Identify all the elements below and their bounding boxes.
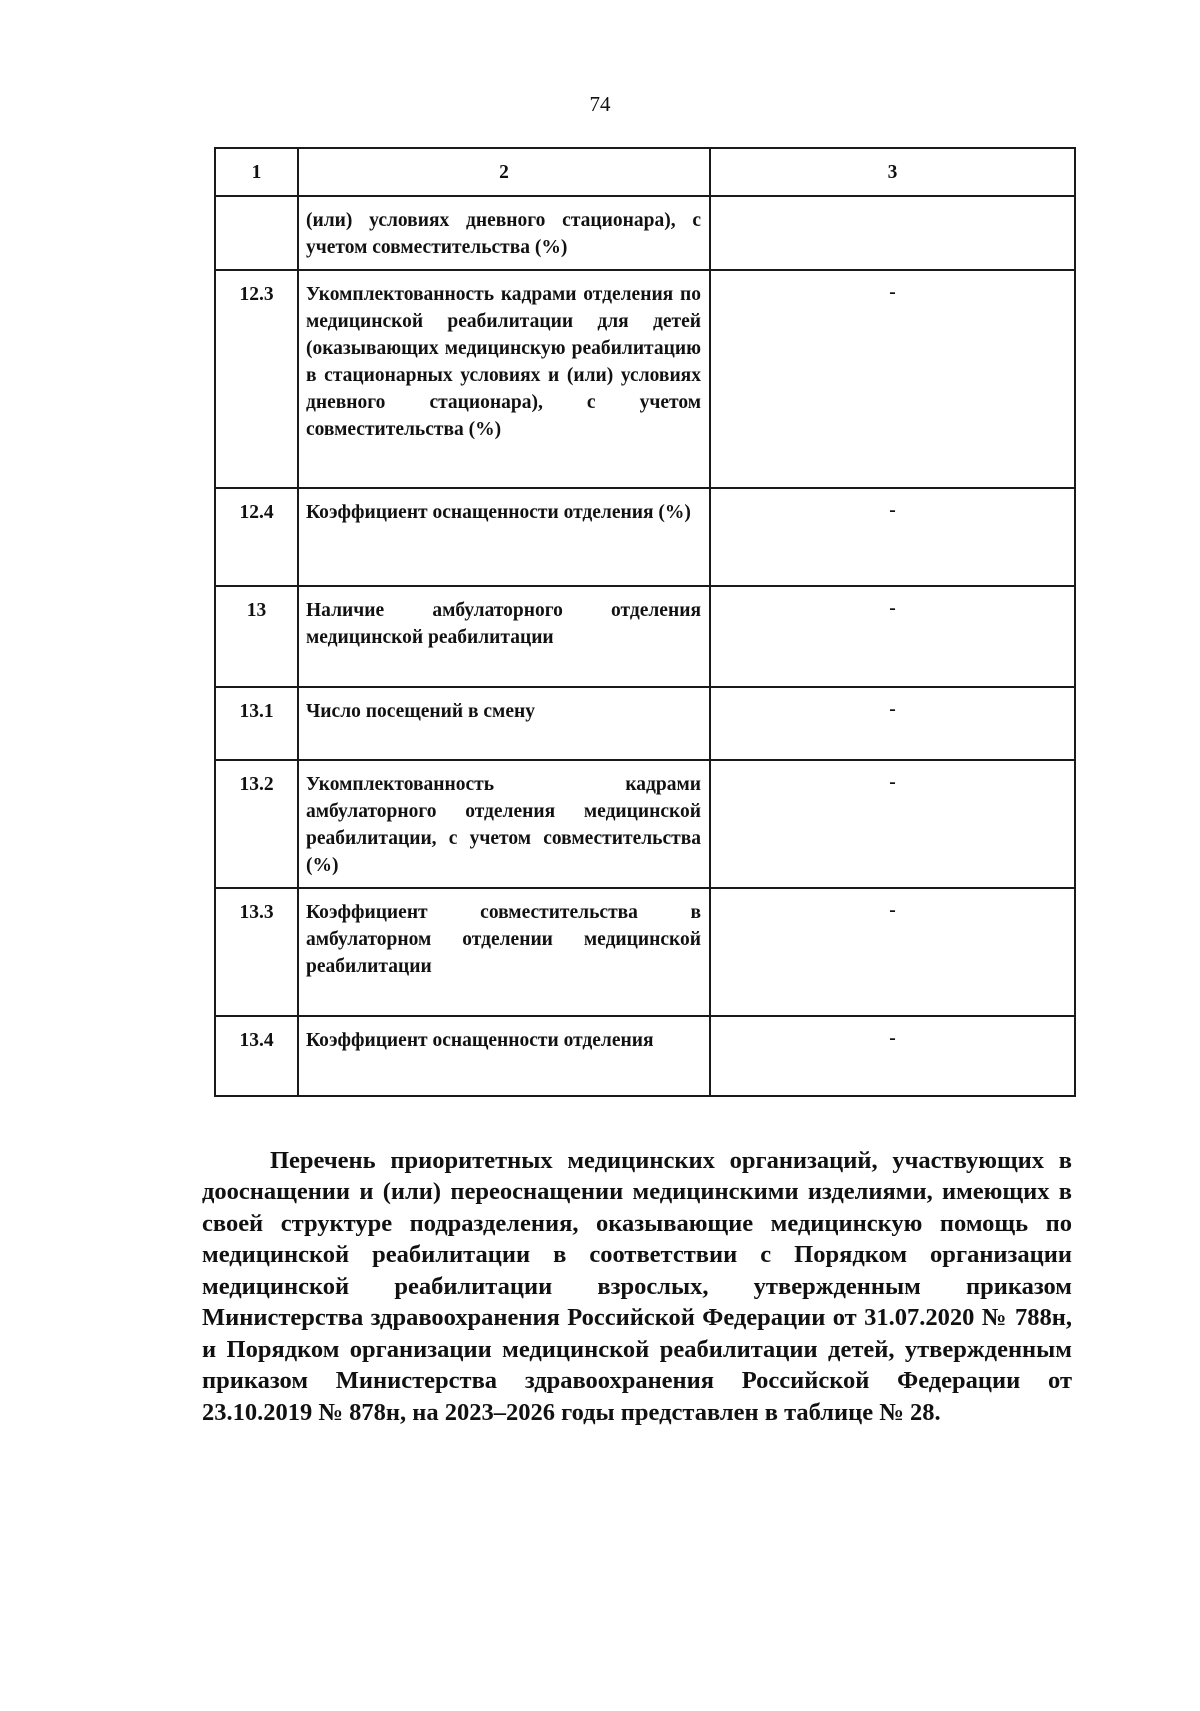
body-paragraph: Перечень приоритетных медицинских организаций, участвующих в дооснащении и (или) переоснащении медицинскими изделиями, имеющих в своей структуре подразделения, оказывающие медицинскую помощь по медицинской реабилитации в соответствии с Порядком организации медицинской реабилитации взрослых, утвержденным приказом Министерства здравоохранения Российской Федерации от 31.07.2020 № 788н, и Порядком организации медицинской реабилитации детей, утвержденным приказом Министерства здравоохранения Российской Федерации от 23.10.2019 № 878н, на 2023–2026 годы представлен в таблице № 28. bbox=[202, 1146, 1072, 1426]
table-row bbox=[215, 586, 1075, 687]
row-description: Укомплектованность кадрами амбулаторного отделения медицинской реабилитации, с учетом совместительства (%) bbox=[298, 760, 710, 888]
row-value: - bbox=[710, 888, 1075, 1016]
table-row bbox=[215, 196, 1075, 270]
table-row bbox=[215, 687, 1075, 760]
row-number: 12.4 bbox=[215, 488, 298, 586]
row-value bbox=[710, 196, 1075, 270]
row-number: 13.3 bbox=[215, 888, 298, 1016]
table-row bbox=[215, 270, 1075, 488]
row-value: - bbox=[710, 1016, 1075, 1096]
row-description: Укомплектованность кадрами отделения по медицинской реабилитации для детей (оказывающих медицинскую реабилитацию в стационарных условиях и (или) условиях дневного стационара), с учетом совместительства (%) bbox=[298, 270, 710, 488]
row-number: 13.4 bbox=[215, 1016, 298, 1096]
row-number: 13 bbox=[215, 586, 298, 687]
table-header-row bbox=[215, 148, 1075, 196]
column-header-2: 2 bbox=[298, 148, 710, 196]
table-row bbox=[215, 888, 1075, 1016]
row-value: - bbox=[710, 270, 1075, 488]
table-row bbox=[215, 1016, 1075, 1096]
row-description: Число посещений в смену bbox=[298, 687, 710, 760]
row-value: - bbox=[710, 760, 1075, 888]
row-value: - bbox=[710, 586, 1075, 687]
row-number: 13.2 bbox=[215, 760, 298, 888]
row-description: Коэффициент оснащенности отделения (%) bbox=[298, 488, 710, 586]
table-row bbox=[215, 760, 1075, 888]
row-value: - bbox=[710, 687, 1075, 760]
column-header-1: 1 bbox=[215, 148, 298, 196]
row-description: Коэффициент совместительства в амбулаторном отделении медицинской реабилитации bbox=[298, 888, 710, 1016]
row-description: Коэффициент оснащенности отделения bbox=[298, 1016, 710, 1096]
row-description: Наличие амбулаторного отделения медицинской реабилитации bbox=[298, 586, 710, 687]
row-number: 13.1 bbox=[215, 687, 298, 760]
indicators-table bbox=[214, 147, 1076, 1097]
row-description: (или) условиях дневного стационара), с учетом совместительства (%) bbox=[298, 196, 710, 270]
row-number: 12.3 bbox=[215, 270, 298, 488]
page-number: 74 bbox=[589, 92, 611, 116]
column-header-3: 3 bbox=[710, 148, 1075, 196]
table-row bbox=[215, 488, 1075, 586]
row-value: - bbox=[710, 488, 1075, 586]
row-number bbox=[215, 196, 298, 270]
